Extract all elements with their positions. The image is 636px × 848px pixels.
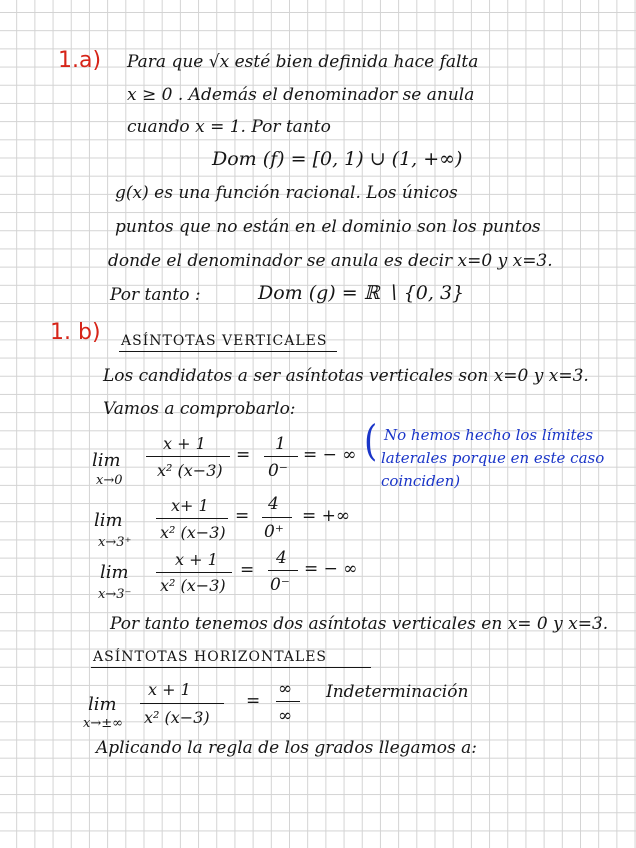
text-line: Por tanto : xyxy=(110,285,201,305)
fraction-denominator: 0⁺ xyxy=(264,522,284,542)
equals-sign: = xyxy=(240,560,255,580)
fraction-bar xyxy=(264,456,298,457)
heading-vertical-asymptotes: ASÍNTOTAS VERTICALES xyxy=(121,333,328,349)
text-line: Vamos a comprobarlo: xyxy=(103,399,296,419)
text-line: Para que √x esté bien definida hace falta xyxy=(127,52,479,72)
fraction-denominator: x² (x−3) xyxy=(157,461,223,480)
domain-f: Dom (f) = [0, 1) ∪ (1, +∞) xyxy=(212,148,463,170)
note-line: laterales porque en este caso xyxy=(381,449,605,467)
lim-word: lim xyxy=(88,694,117,715)
note-line: coinciden) xyxy=(381,472,461,490)
limit-result: = − ∞ xyxy=(304,559,358,579)
fraction-bar xyxy=(156,572,232,573)
fraction-numerator: 4 xyxy=(276,548,287,568)
fraction-denominator: ∞ xyxy=(278,706,293,726)
note-bracket: ( xyxy=(364,416,378,466)
equals-sign: = xyxy=(235,506,250,526)
fraction-bar xyxy=(140,703,224,704)
heading-underline xyxy=(91,667,371,668)
fraction-numerator: 4 xyxy=(268,494,279,514)
fraction-numerator: x+ 1 xyxy=(171,496,209,515)
text-line: x ≥ 0 . Además el denominador se anula xyxy=(127,85,475,105)
limit-result: = +∞ xyxy=(302,506,351,526)
text-line: Los candidatos a ser asíntotas verticales son x=0 y x=3. xyxy=(103,366,589,386)
text-line: puntos que no están en el dominio son los puntos xyxy=(115,217,541,237)
fraction-bar xyxy=(156,518,228,519)
indetermination-label: Indeterminación xyxy=(326,682,469,702)
fraction-bar xyxy=(276,701,300,702)
fraction-bar xyxy=(262,517,292,518)
text-line: Aplicando la regla de los grados llegamos a: xyxy=(96,738,478,758)
lim-word: lim xyxy=(94,510,123,531)
fraction-denominator: x² (x−3) xyxy=(160,523,226,542)
equals-sign: = xyxy=(246,691,261,711)
fraction-numerator: x + 1 xyxy=(163,434,206,453)
fraction-numerator: 1 xyxy=(275,434,286,454)
domain-g: Dom (g) = ℝ ∖ {0, 3} xyxy=(258,282,465,304)
fraction-denominator: x² (x−3) xyxy=(144,708,210,727)
lim-subscript: x→3⁺ xyxy=(98,535,132,550)
text-line: cuando x = 1. Por tanto xyxy=(127,117,331,137)
text-line: Por tanto tenemos dos asíntotas verticales en x= 0 y x=3. xyxy=(110,614,609,634)
heading-horizontal-asymptotes: ASÍNTOTAS HORIZONTALES xyxy=(93,649,328,665)
fraction-denominator: 0⁻ xyxy=(268,461,288,481)
fraction-bar xyxy=(268,570,298,571)
text-line: g(x) es una función racional. Los únicos xyxy=(115,183,458,203)
lim-subscript: x→±∞ xyxy=(83,716,123,731)
fraction-numerator: x + 1 xyxy=(148,680,191,699)
fraction-denominator: 0⁻ xyxy=(270,575,290,595)
text-line: donde el denominador se anula es decir x=0 y x=3. xyxy=(108,251,553,271)
limit-result: = − ∞ xyxy=(303,445,357,465)
fraction-bar xyxy=(146,456,230,457)
fraction-numerator: ∞ xyxy=(278,679,293,699)
part-1b-label: 1. b) xyxy=(50,320,101,345)
lim-word: lim xyxy=(100,562,129,583)
heading-underline xyxy=(119,351,337,352)
equals-sign: = xyxy=(236,445,251,465)
fraction-denominator: x² (x−3) xyxy=(160,576,226,595)
note-line: No hemos hecho los límites xyxy=(384,426,594,444)
lim-word: lim xyxy=(92,450,121,471)
lim-subscript: x→0 xyxy=(96,473,123,488)
fraction-numerator: x + 1 xyxy=(175,550,218,569)
part-1a-label: 1.a) xyxy=(58,48,102,73)
lim-subscript: x→3⁻ xyxy=(98,587,132,602)
